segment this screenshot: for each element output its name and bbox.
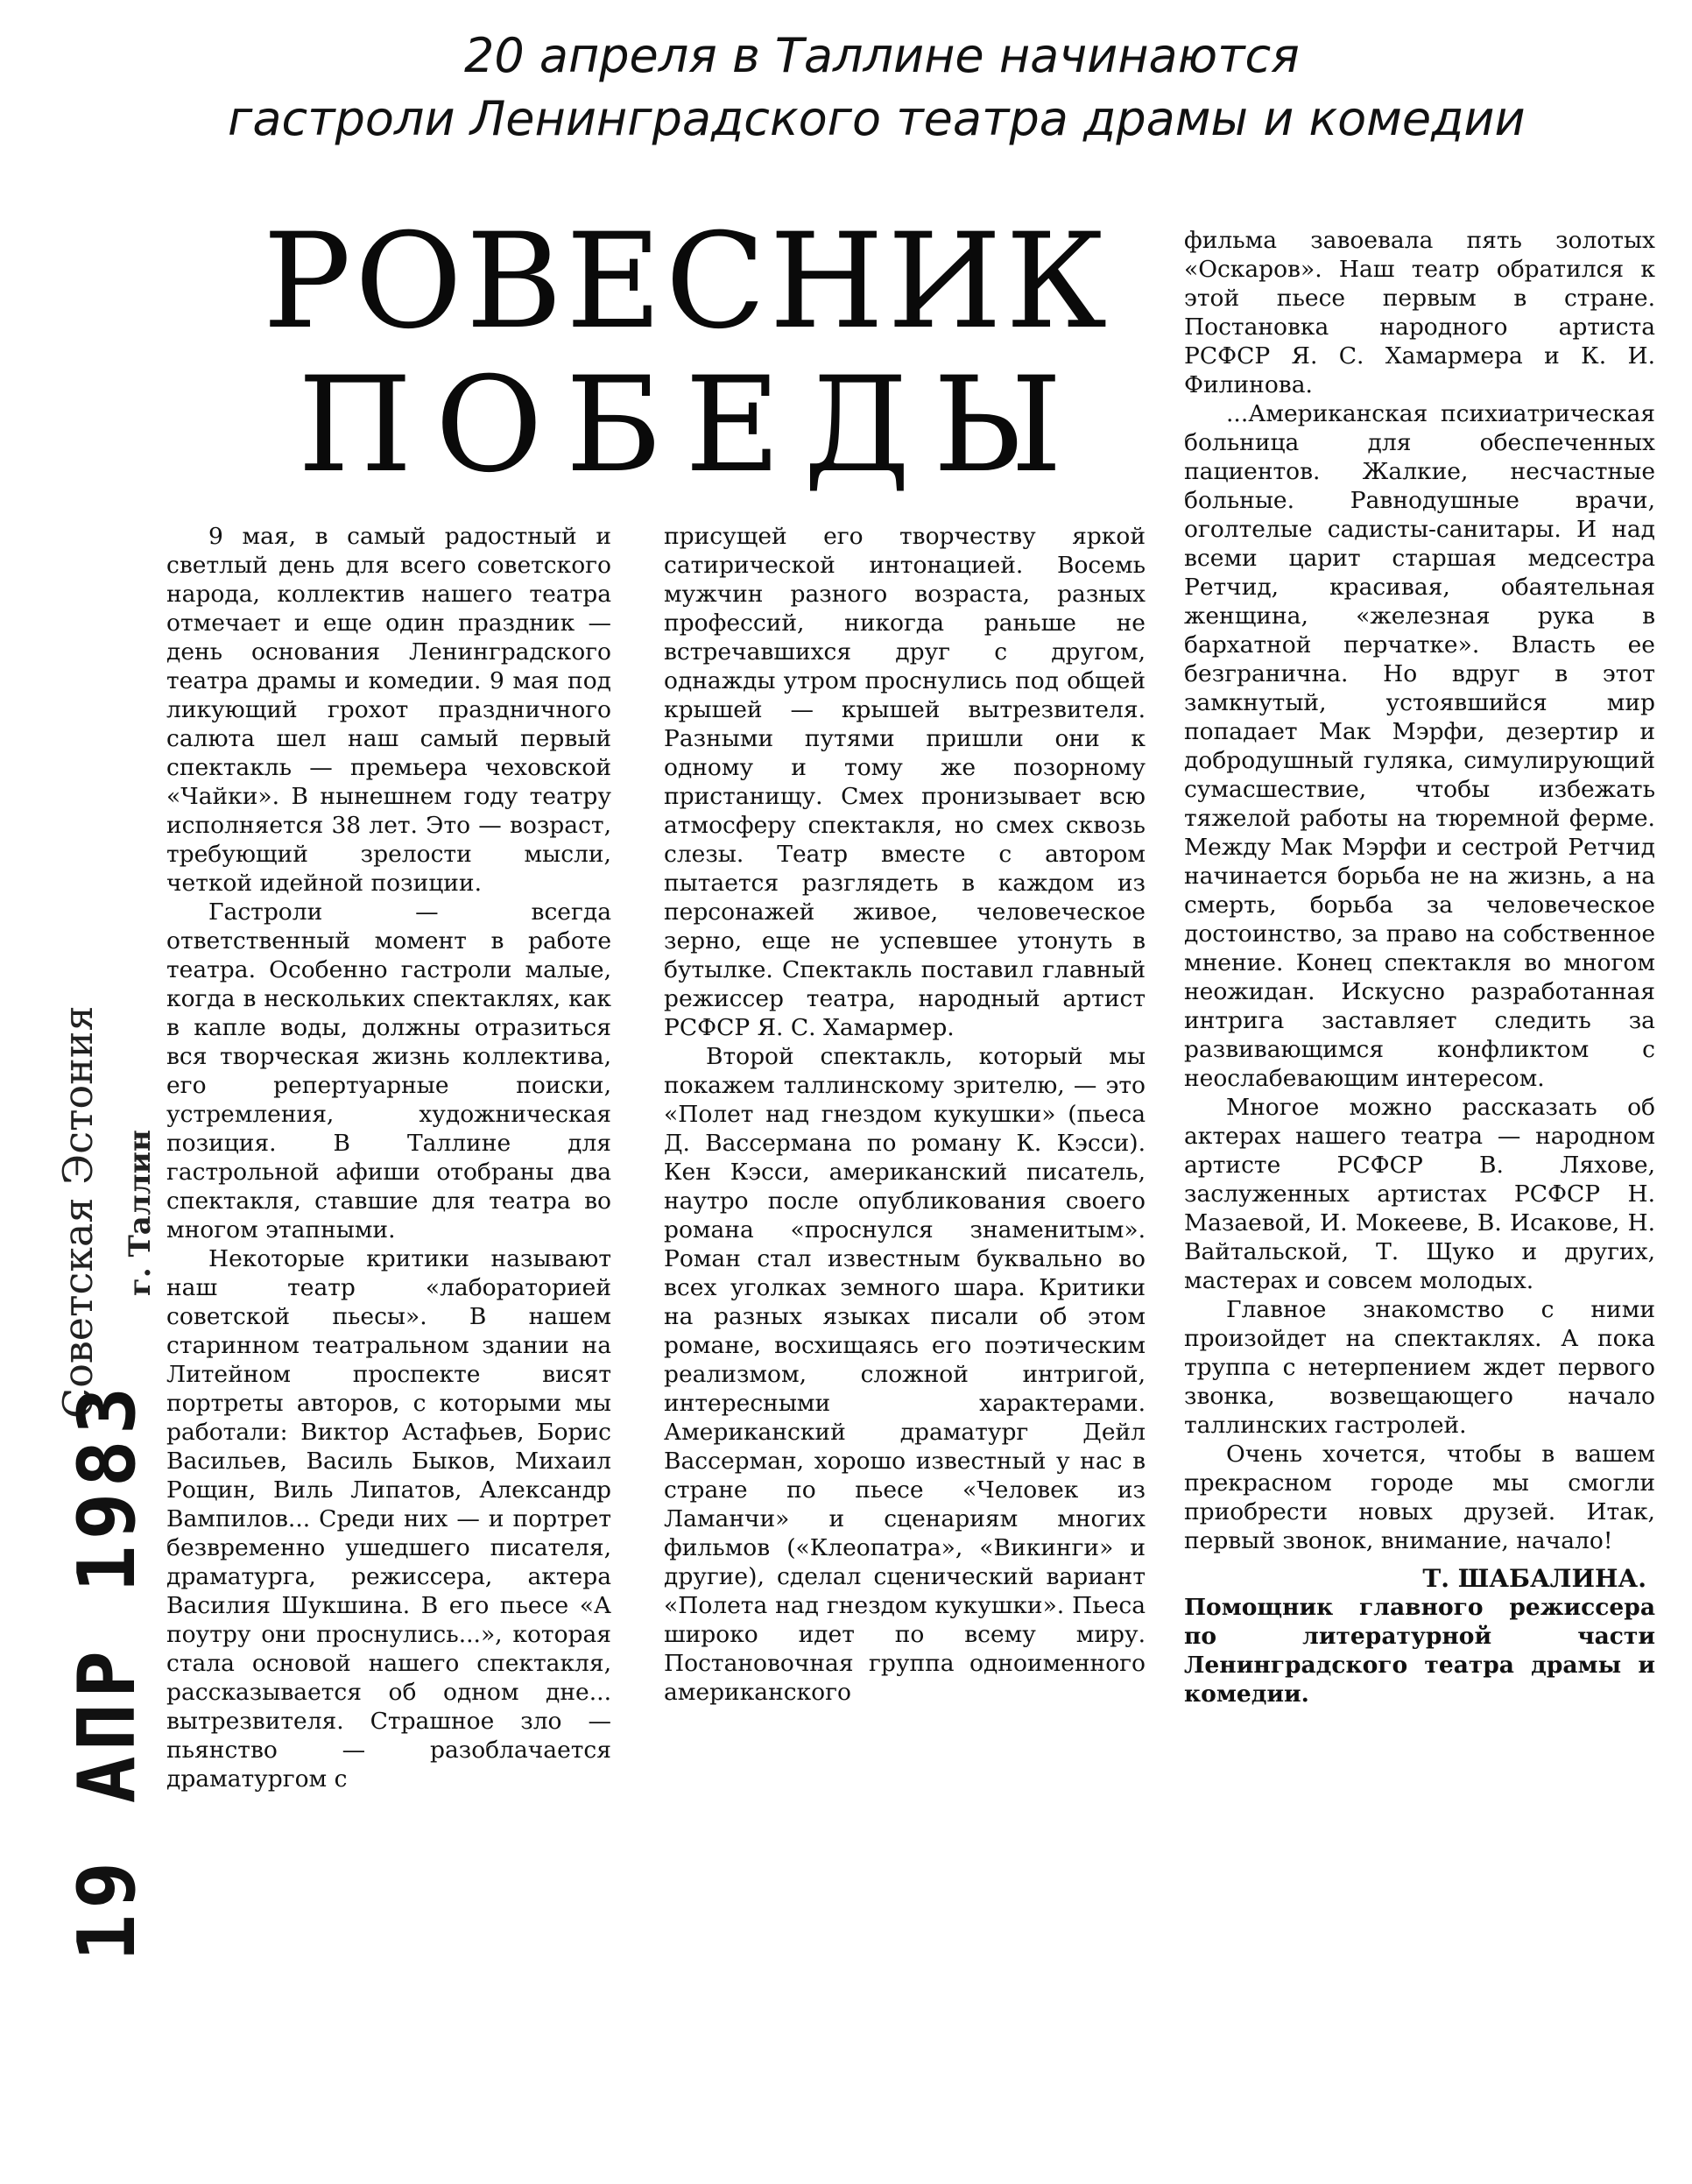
paragraph: 9 мая, в самый радостный и светлый день для всего советского народа, коллектив нашего театра отмечает и еще один праздник — день основания Ленинградского театра драмы и комедии. 9 мая под ликующий грохот праздничного салюта шел наш самый первый спектакль — премьера чеховской «Чайки». В нынешнем году театру исполняется 38 лет. Это — возраст, требующий зрелости мысли, четкой идейной позиции. <box>166 523 611 897</box>
archive-stamp <box>35 963 184 1962</box>
stamp-city: г. Таллин <box>123 1130 158 1296</box>
author-role: Помощник главного режиссера по литературной части Ленинградского театра драмы и комедии. <box>1184 1594 1655 1708</box>
article-column-1 <box>166 522 611 1793</box>
signature-block <box>1184 1564 1655 1708</box>
headline <box>263 206 1174 502</box>
paragraph: Некоторые критики называют наш театр «лабораторией советской пьесы». В нашем старинном театральном здании на Литейном проспекте висят портреты авторов, с которыми мы работали: Виктор Астафьев, Борис Васильев, Василь Быков, Михаил Рощин, Виль Липатов, Александр Вампилов... Среди них — и портрет безвременно ушедшего писателя, драматурга, режиссера, актера Василия Шукшина. В его пьесе «А поутру они проснулись...», которая стала основой нашего спектакля, рассказывается об одном дне... вытрезвителя. Страшное зло — пьянство — разоблачается драматургом с <box>166 1245 611 1793</box>
headline-line-2: ПОБЕДЫ <box>298 349 1086 502</box>
kicker-line-2: гастроли Ленинградского театра драмы и комедии <box>228 91 1526 146</box>
stamp-newspaper-name: Советская Эстония <box>54 1005 102 1419</box>
kicker <box>175 25 1681 151</box>
paragraph: Гастроли — всегда ответственный момент в работе театра. Особенно гастроли малые, когда в нескольких спектаклях, как в капле воды, должны отразиться вся творческая жизнь коллектива, его репертуарные поиски, устремления, художническая позиция. В Таллине для гастрольной афиши отобраны два спектакля, ставшие для театра во многом этапными. <box>166 898 611 1243</box>
paragraph: Главное знакомство с ними произойдет на спектаклях. А пока труппа с нетерпением ждет первого звонка, возвещающего начало таллинских гастролей. <box>1184 1296 1655 1439</box>
kicker-line-1: 20 апреля в Таллине начинаются <box>464 28 1300 83</box>
paragraph: Очень хочется, чтобы в вашем прекрасном городе мы смогли приобрести новых друзей. Итак, первый звонок, внимание, начало! <box>1184 1441 1655 1554</box>
article-column-2 <box>664 522 1146 1707</box>
paragraph: фильма завоевала пять золотых «Оскаров». Наш театр обратился к этой пьесе первым в стране. Постановка народного артиста РСФСР Я. С. Хамармера и К. И. Филинова. <box>1184 227 1655 398</box>
article-column-3 <box>1184 226 1655 1708</box>
paragraph: Многое можно рассказать об актерах нашего театра — народном артисте РСФСР В. Ляхове, заслуженных артистах РСФСР Н. Мазаевой, И. Мокееве, В. Исакове, Н. Вайтальской, Т. Щуко и других, мастерах и совсем молодых. <box>1184 1094 1655 1294</box>
paragraph: ...Американская психиатрическая больница для обеспеченных пациентов. Жалкие, несчастные больные. Равнодушные врачи, оголтелые садисты-санитары. И над всеми царит старшая медсестра Ретчид, красивая, обаятельная женщина, «железная рука в бархатной перчатке». Власть ее безгранична. Но вдруг в этот замкнутый, устоявшийся мир попадает Мак Мэрфи, дезертир и добродушный гуляка, симулирующий сумасшествие, чтобы избежать тяжелой работы на тюремной ферме. Между Мак Мэрфи и сестрой Ретчид начинается борьба не на жизнь, а на смерть, борьба за человеческое достоинство, за право на собственное мнение. Конец спектакля во многом неожидан. Искусно разработанная интрига заставляет следить за развивающимся конфликтом с неослабевающим интересом. <box>1184 400 1655 1092</box>
author-name: Т. ШАБАЛИНА. <box>1422 1564 1646 1593</box>
paragraph: Второй спектакль, который мы покажем таллинскому зрителю, — это «Полет над гнездом кукушки» (пьеса Д. Вассермана по роману К. Кэсси). Кен Кэсси, американский писатель, наутро после опубликования своего романа «проснулся знаменитым». Роман стал известным буквально во всех уголках земного шара. Критики на разных языках писали об этом романе, восхищаясь его поэтическим реализмом, сложной интригой, интересными характерами. Американский драматург Дейл Вассерман, хорошо известный у нас в стране по пьесе «Человек из Ламанчи» и сценариям многих фильмов («Клеопатра», «Викинги» и другие), сделал сценический вариант «Полета над гнездом кукушки». Пьеса широко идет по всему миру. Постановочная группа одноименного американского <box>664 1043 1146 1706</box>
headline-line-1: РОВЕСНИК <box>263 206 1111 358</box>
paragraph: присущей его творчеству яркой сатирической интонацией. Восемь мужчин разного возраста, разных профессий, никогда раньше не встречавшихся друг с другом, однажды утром проснулись под общей крышей — крышей вытрезвителя. Разными путями пришли они к одному и тому же позорному пристанищу. Смех пронизывает всю атмосферу спектакля, но смех сквозь слезы. Театр вместе с автором пытается разглядеть в каждом из персонажей живое, человеческое зерно, еще не успевшее утонуть в бутылке. Спектакль поставил главный режиссер театра, народный артист РСФСР Я. С. Хамармер. <box>664 523 1146 1041</box>
stamp-date: 19 АПР 1983 <box>61 1381 153 1962</box>
